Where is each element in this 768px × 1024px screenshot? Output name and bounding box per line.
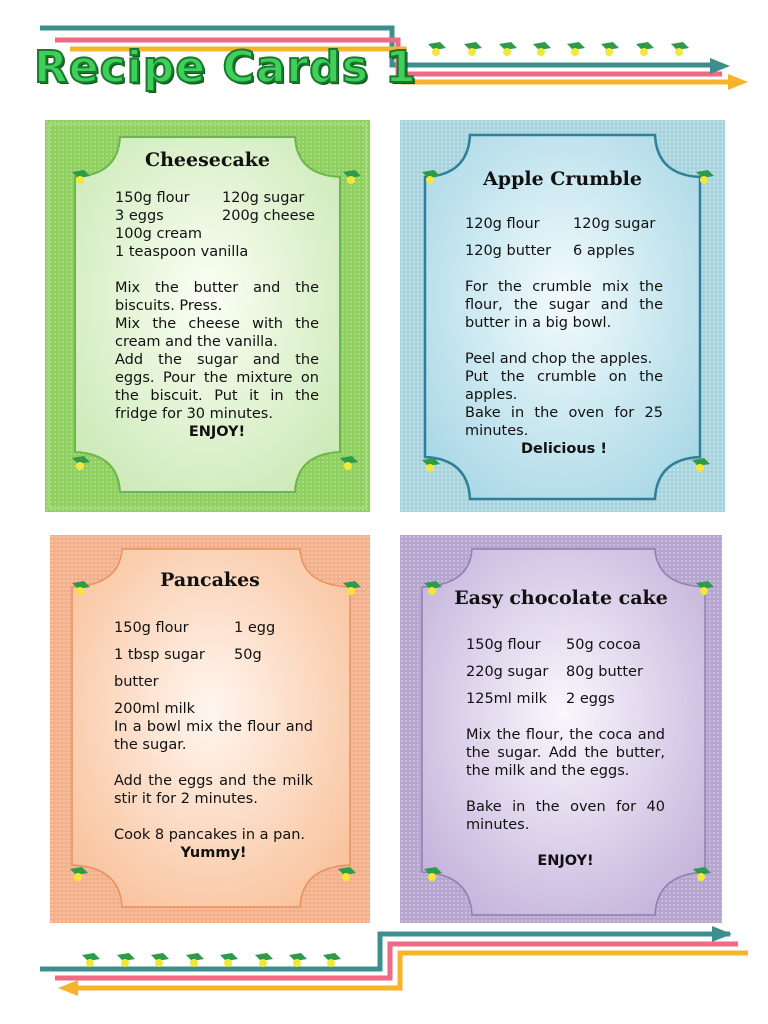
gem-icon [220, 953, 238, 967]
ingredient: 200ml milk [114, 701, 196, 717]
gem-icon [601, 42, 619, 56]
ingredient: 150g flour [114, 620, 189, 636]
gem-icon [343, 170, 361, 184]
recipe-ending: Yummy! [180, 845, 247, 861]
gem-icon [340, 456, 358, 470]
gem-icon [533, 42, 551, 56]
recipe-card-chocolate-cake [400, 535, 722, 923]
ingredient: 3 eggs [115, 208, 164, 224]
recipe-step: In a bowl mix the flour and the sugar. [114, 719, 313, 753]
recipe-step: Mix the flour, the coca and the sugar. Add the butter, the milk and the eggs. [466, 727, 665, 779]
gem-icon [692, 458, 710, 472]
recipe-body [114, 619, 313, 862]
recipe-body [466, 636, 665, 870]
gem-icon [72, 456, 90, 470]
recipe-step: Add the sugar and the eggs. Pour the mixture on the biscuit. Put it in the fridge for 30 minutes. [115, 352, 319, 422]
gem-icon [636, 42, 654, 56]
gem-icon [499, 42, 517, 56]
ingredient: 80g butter [566, 664, 643, 680]
recipe-step: Mix the butter and the biscuits. Press. [115, 280, 319, 314]
ingredient-row [115, 207, 319, 225]
ingredient-row [465, 242, 663, 260]
recipe-title: Easy chocolate cake [454, 587, 668, 609]
recipe-step: Bake in the oven for 40 minutes. [466, 799, 665, 833]
recipe-step: Put the crumble on the apples. [465, 369, 663, 403]
gem-icon [72, 170, 90, 184]
ingredient: 2 eggs [566, 691, 615, 707]
recipe-ending: ENJOY! [188, 424, 246, 440]
ingredient: 125ml milk [466, 691, 548, 707]
ingredient-row [115, 189, 319, 207]
ingredient: 120g butter [465, 243, 552, 259]
ingredient: 6 apples [573, 243, 635, 259]
ingredient: 50g cocoa [566, 637, 641, 653]
ingredient: 1 egg [234, 620, 276, 636]
ingredient: 200g cheese [222, 208, 315, 224]
gem-icon [70, 867, 88, 881]
recipe-ending: ENJOY! [537, 853, 594, 869]
ingredient: 1 tbsp sugar [114, 647, 205, 663]
gem-icon [464, 42, 482, 56]
recipe-body [115, 189, 319, 441]
ingredient-row [114, 619, 313, 637]
recipe-card-apple-crumble [400, 120, 725, 512]
recipe-title: Cheesecake [144, 149, 271, 171]
ingredient: 150g flour [115, 190, 190, 206]
ingredient: 120g sugar [573, 216, 656, 232]
gem-icon [338, 867, 356, 881]
ingredient-row [114, 646, 313, 664]
gem-icon [255, 953, 273, 967]
ingredient: 150g flour [466, 637, 541, 653]
gem-icon [323, 953, 341, 967]
gem-icon [422, 458, 440, 472]
ingredient: 1 teaspoon vanilla [115, 244, 249, 260]
ingredient: 100g cream [115, 226, 203, 242]
gem-icon [567, 42, 585, 56]
recipe-step: For the crumble mix the flour, the sugar and the butter in a big bowl. [465, 279, 663, 331]
gem-icon [117, 953, 135, 967]
recipe-step: Cook 8 pancakes in a pan. [114, 827, 306, 843]
ingredient-row [466, 690, 665, 708]
recipe-title: Pancakes [160, 569, 260, 591]
gem-icon [424, 867, 442, 881]
recipe-card-cheesecake [45, 120, 370, 512]
ingredient-row [114, 700, 313, 718]
ingredient: 220g sugar [466, 664, 549, 680]
gem-icon [671, 42, 689, 56]
ingredient: 50g [234, 647, 262, 663]
recipe-body [465, 215, 663, 458]
recipe-step: Bake in the oven for 25 minutes. [465, 405, 663, 439]
gem-icon [289, 953, 307, 967]
recipe-title: Apple Crumble [483, 168, 642, 190]
gem-icon [428, 42, 446, 56]
recipe-ending: Delicious ! [521, 441, 607, 457]
gem-icon [693, 867, 711, 881]
recipe-step: Mix the cheese with the cream and the vanilla. [115, 316, 319, 350]
recipe-card-pancakes [50, 535, 370, 923]
ingredient-row [115, 243, 319, 261]
ingredient-row [466, 636, 665, 654]
ingredient: 120g sugar [222, 190, 305, 206]
gem-icon [82, 953, 100, 967]
ingredient-row [466, 663, 665, 681]
ingredient-row [114, 673, 313, 691]
ingredient: butter [114, 674, 159, 690]
recipe-step: Peel and chop the apples. [465, 351, 653, 367]
ingredient: 120g flour [465, 216, 540, 232]
ingredient-row [465, 215, 663, 233]
gem-icon [186, 953, 204, 967]
ingredient-row [115, 225, 319, 243]
page-title: Recipe Cards 1 [34, 42, 417, 93]
gem-icon [151, 953, 169, 967]
recipe-step: Add the eggs and the milk stir it for 2 minutes. [114, 773, 313, 807]
